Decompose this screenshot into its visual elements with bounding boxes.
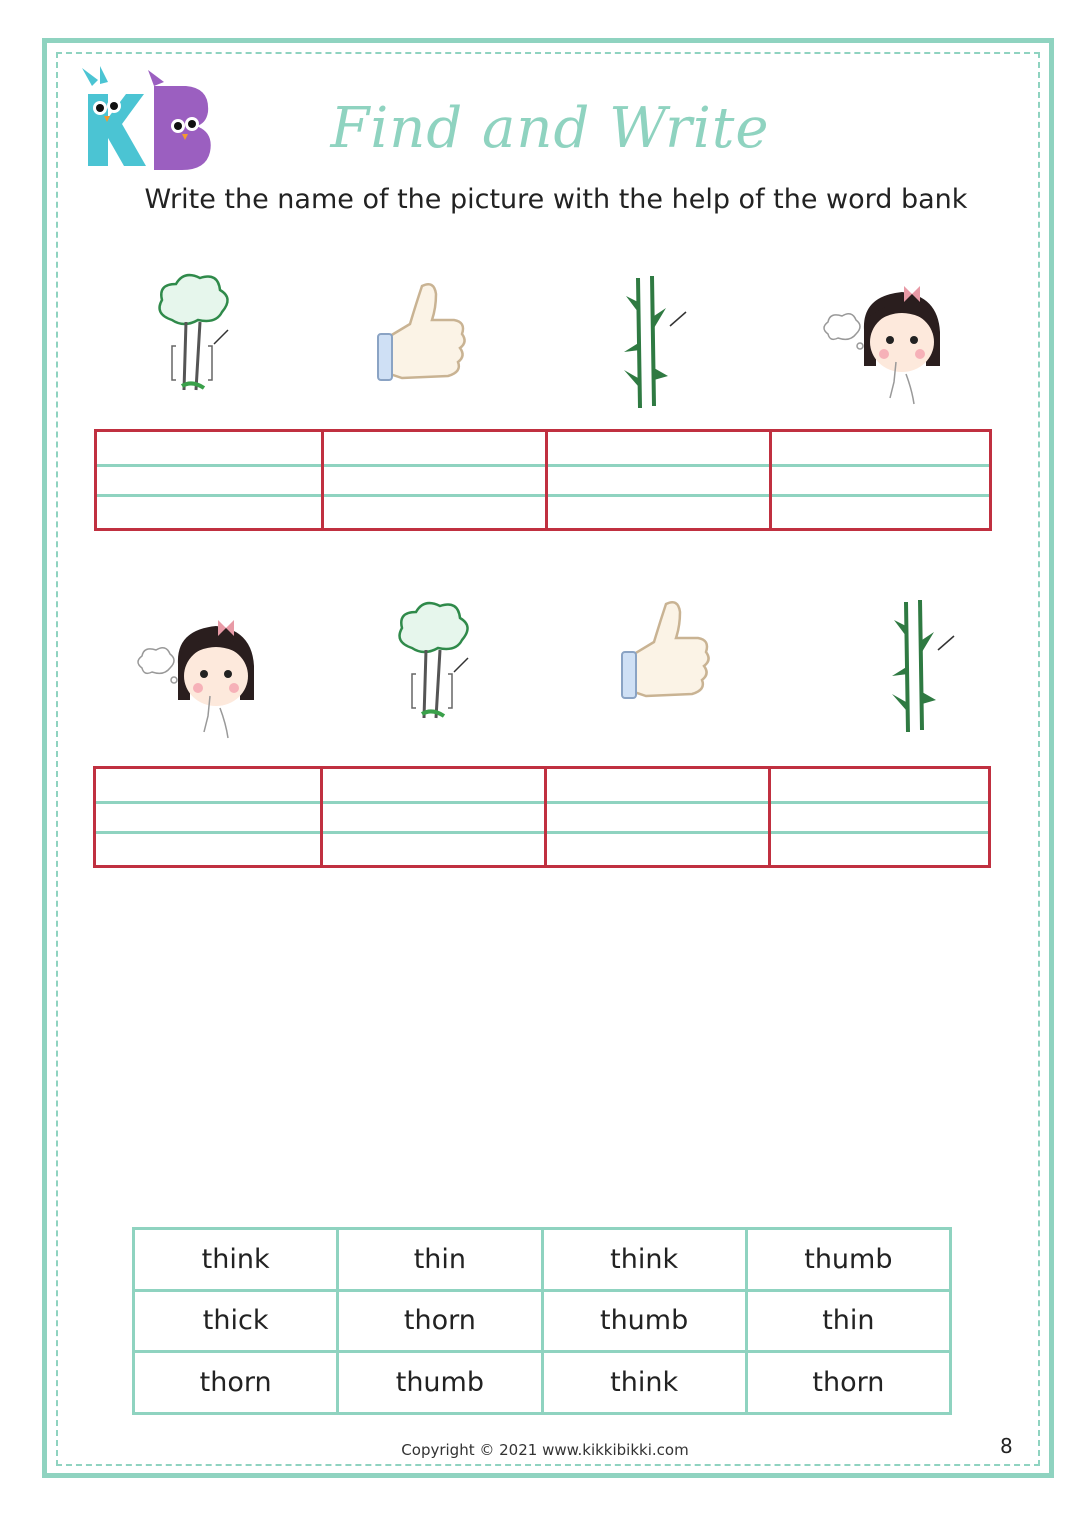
answer-cell[interactable]	[771, 769, 988, 865]
word-bank-table	[132, 1227, 952, 1415]
word-bank-word: thorn	[134, 1352, 338, 1414]
word-bank-row	[134, 1352, 951, 1414]
answer-cell[interactable]	[548, 432, 772, 528]
tree-thin-icon	[124, 262, 264, 402]
page-number: 8	[1000, 1434, 1013, 1458]
worksheet-title: Find and Write	[330, 96, 770, 161]
word-bank-row	[134, 1229, 951, 1291]
word-bank-word: thumb	[746, 1229, 950, 1291]
answer-box-row2	[93, 766, 991, 868]
worksheet-instruction: Write the name of the picture with the help of the word bank	[144, 184, 968, 215]
thumb-icon	[350, 264, 490, 404]
answer-cell[interactable]	[97, 432, 324, 528]
word-bank-word: thumb	[542, 1290, 746, 1352]
thumb-icon	[594, 582, 734, 722]
word-bank-word: think	[134, 1229, 338, 1291]
answer-cell[interactable]	[324, 432, 548, 528]
word-bank-row	[134, 1290, 951, 1352]
tree-thin-icon	[364, 590, 504, 730]
answer-cell[interactable]	[547, 769, 771, 865]
kb-logo	[78, 66, 218, 176]
word-bank-word: thin	[746, 1290, 950, 1352]
word-bank-word: thorn	[746, 1352, 950, 1414]
answer-box-row1	[94, 429, 992, 531]
thorn-icon	[578, 272, 718, 412]
word-bank-word: think	[542, 1352, 746, 1414]
word-bank-word: think	[542, 1229, 746, 1291]
word-bank-word: thin	[338, 1229, 542, 1291]
girl-thinking-icon	[816, 270, 956, 410]
girl-thinking-icon	[130, 604, 270, 744]
word-bank-word: thick	[134, 1290, 338, 1352]
answer-cell[interactable]	[772, 432, 989, 528]
word-bank-word: thumb	[338, 1352, 542, 1414]
thorn-icon	[846, 596, 986, 736]
word-bank-word: thorn	[338, 1290, 542, 1352]
answer-cell[interactable]	[96, 769, 323, 865]
answer-cell[interactable]	[323, 769, 547, 865]
copyright-text: Copyright © 2021 www.kikkibikki.com	[401, 1441, 689, 1459]
